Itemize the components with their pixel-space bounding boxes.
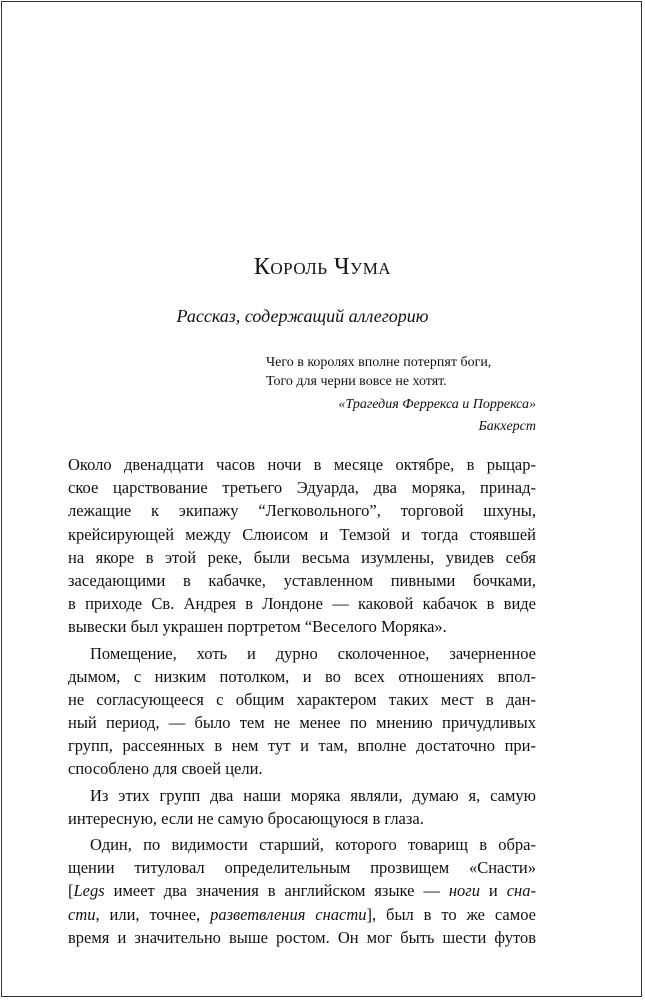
text-line: в приходе Св. Андрея в Лондоне — каковой кабачок в виде [68, 594, 536, 614]
text-line: групп, рассеянных в нем тут и там, вполне достаточно при- [68, 736, 536, 756]
epigraph-line: Того для черни вовсе не хотят. [266, 374, 447, 389]
paragraph [68, 833, 536, 949]
paragraph [68, 453, 536, 639]
text-run-italic: разветвления снасти [210, 904, 367, 924]
text-line: на якоре в этой реке, были весьма изумлены, увидев себя [68, 547, 536, 567]
text-line [68, 879, 536, 902]
text-line: щении титуловал определительным прозвищем «Снасти» [68, 858, 536, 878]
text-line: время и значительно выше ростом. Он мог быть шести футов [68, 927, 536, 947]
text-run-italic: сна- [506, 881, 536, 901]
text-line: крейсирующей между Слюисом и Темзой и тогда стоявшей [68, 524, 536, 544]
text-run: имеет два значения в английском языке — [104, 881, 449, 901]
text-line: дымом, с низким потолком, и во всех отношениях впол- [68, 666, 536, 686]
text-line [68, 903, 536, 926]
text-run: , или, точнее, [95, 904, 211, 924]
epigraph-source: «Трагедия Феррекса и Поррекса» [338, 397, 536, 412]
chapter-title: Король Чума [253, 254, 392, 280]
text-line: интересную, если не самую бросающуюся в глаза. [68, 808, 424, 828]
body-text [68, 453, 536, 949]
text-line: лежащие к экипажу “Легковольного”, торговой шхуны, [68, 501, 536, 521]
chapter-subtitle: Рассказ, содержащий аллегорию [176, 306, 429, 326]
text-line: ный период, — было тем не менее по мнению причудливых [68, 713, 536, 733]
text-run: ], был в то же самое [366, 904, 536, 924]
text-line: ское царствование третьего Эдуарда, два моряка, принад- [68, 478, 536, 498]
epigraph [266, 353, 536, 436]
text-run: [ [68, 881, 74, 901]
paragraph [68, 642, 536, 781]
text-line: не согласующееся с общим характером таких мест в дан- [68, 689, 536, 709]
text-line: Около двенадцати часов ночи в месяце октябре, в рыцар- [68, 455, 536, 474]
text-run-italic: Legs [73, 881, 105, 901]
text-line: Из этих групп два наши моряка являли, думаю я, самую [90, 785, 536, 805]
text-run-italic: сти [68, 904, 96, 924]
text-line: заседающими в кабачке, уставленном пивными бочками, [68, 570, 536, 590]
text-line: Один, по видимости старший, которого товарищ в обра- [90, 835, 536, 854]
epigraph-line: Чего в королях вполне потерпят боги, [266, 355, 492, 370]
text-run-italic: ноги [448, 881, 480, 901]
paragraph [68, 784, 536, 830]
text-line: Помещение, хоть и дурно сколоченное, зачерненное [90, 643, 536, 663]
text-run: и [479, 881, 507, 901]
text-line: вывески был украшен портретом “Веселого Моряка». [68, 617, 447, 637]
epigraph-author: Бакхерст [478, 419, 536, 434]
text-line: способлено для своей цели. [68, 759, 263, 779]
